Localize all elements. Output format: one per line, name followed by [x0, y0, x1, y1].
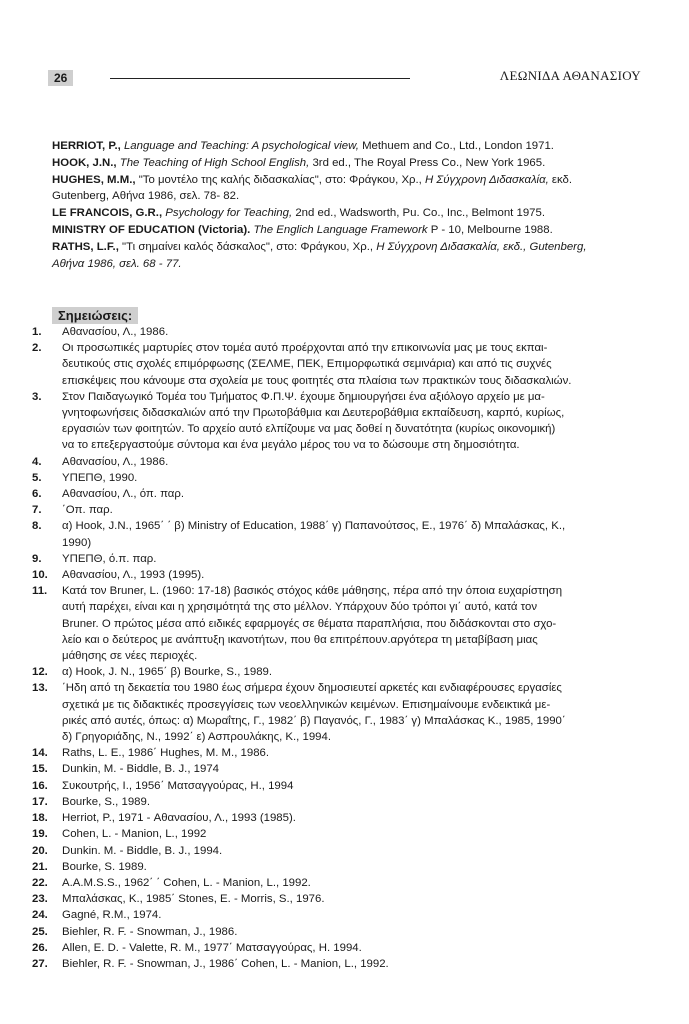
note-line: Biehler, R. F. - Snowman, J., 1986΄ Cohen, L. - Manion, L., 1992.: [62, 957, 389, 970]
note-number: 9.: [32, 552, 42, 565]
note-line: Bruner. Ο πρώτος μέσα από ειδικές εφαρμογές σε θέματα παραπλήσια, που διδάσκονται στο σχο-: [62, 617, 557, 630]
note-item: [32, 389, 646, 454]
note-number: 27.: [32, 957, 48, 970]
note-line: Κατά τον Bruner, L. (1960: 17-18) βασικός στόχος κάθε μάθησης, πέρα από την όποια ευχαρίστηση: [62, 585, 563, 598]
note-line: A.A.M.S.S., 1962΄ ΄ Cohen, L. - Manion, L., 1992.: [62, 876, 311, 889]
note-item: [32, 891, 646, 907]
note-line: δ) Γρηγοριάδης, Ν., 1992΄ ε) Ασπρουλάκης, Κ., 1994.: [62, 731, 332, 744]
note-line: Gagné, R.M., 1974.: [62, 909, 162, 922]
note-item: [32, 843, 646, 859]
note-line: Συκουτρής, Ι., 1956΄ Ματσαγγούρας, Η., 1994: [62, 779, 294, 792]
note-item: [32, 778, 646, 794]
note-text: [62, 583, 646, 664]
note-line: Αθανασίου, Λ., όπ. παρ.: [62, 488, 185, 501]
note-number: 20.: [32, 844, 48, 857]
reference-entry: HERRIOT, P., Language and Teaching: A psychological view, Methuem and Co., Ltd., London 1971.: [52, 140, 554, 152]
note-text: [62, 859, 646, 875]
note-text: [62, 940, 646, 956]
note-line: α) Hook, J.N., 1965΄ ΄ β) Ministry of Education, 1988΄ γ) Παπανούτσος, Ε., 1976΄ δ) Μπαλάσκας, Κ.,: [62, 520, 566, 533]
note-line: ΄Οπ. παρ.: [62, 504, 113, 517]
note-item: [32, 859, 646, 875]
note-line: Οι προσωπικές μαρτυρίες στον τομέα αυτό προέρχονται από την επικοινωνία μας με τους εκπαι-: [62, 342, 548, 355]
note-number: 16.: [32, 779, 48, 792]
note-text: [62, 956, 646, 972]
note-text: [62, 924, 646, 940]
note-line: Dunkin. M. - Biddle, B. J., 1994.: [62, 844, 223, 857]
note-item: [32, 745, 646, 761]
note-line: ΥΠΕΠΘ, ό.π. παρ.: [62, 552, 157, 565]
note-item: [32, 875, 646, 891]
note-line: γνητοφωνήσεις διδασκαλιών από την Πρωτοβάθμια και Δευτεροβάθμια εκπαίδευση, καρπό, κυρίως,: [62, 407, 565, 420]
note-text: [62, 486, 646, 502]
note-text: [62, 810, 646, 826]
note-item: [32, 324, 646, 340]
note-text: [62, 389, 646, 454]
note-line: εργασιών των φοιτητών. Το αρχείο αυτό ελπίζουμε να μας δοθεί η δυνατότητα (κυρίως οικονομική): [62, 423, 556, 436]
note-text: [62, 340, 646, 389]
note-text: [62, 875, 646, 891]
note-number: 6.: [32, 488, 42, 501]
note-line: α) Hook, J. N., 1965΄ β) Bourke, S., 1989.: [62, 666, 273, 679]
note-line: να το επεξεργαστούμε σύντομα και ένα μεγάλο μέρος του να το δώσουμε στη δημοσιότητα.: [62, 439, 520, 452]
note-text: [62, 502, 646, 518]
note-line: Dunkin, M. - Biddle, B. J., 1974: [62, 763, 220, 776]
note-item: [32, 583, 646, 664]
reference-entry: HOOK, J.N., The Teaching of High School English, 3rd ed., The Royal Press Co., New York 1965.: [52, 156, 546, 169]
note-line: Cohen, L. - Manion, L., 1992: [62, 828, 207, 841]
note-number: 10.: [32, 569, 48, 582]
note-line: μάθησης σε νέες περιοχές.: [62, 650, 198, 663]
reference-entry: HUGHES, M.M., "Το μοντέλο της καλής διδασκαλίας", στο: Φράγκου, Χρ., Η Σύγχρονη Διδασκαλία, εκδ. Gutenberg, Αθήνα 1986, σελ. 78- 82.: [52, 173, 573, 203]
note-line: Biehler, R. F. - Snowman, J., 1986.: [62, 925, 238, 938]
note-line: ΄Ηδη από τη δεκαετία του 1980 έως σήμερα έχουν δημοσιευτεί αρκετές και ενδιαφέρουσες εργασίες: [62, 682, 562, 695]
note-item: [32, 664, 646, 680]
note-number: 25.: [32, 925, 48, 938]
note-number: 7.: [32, 504, 42, 517]
note-text: [62, 745, 646, 761]
note-number: 21.: [32, 860, 48, 873]
note-number: 22.: [32, 876, 48, 889]
note-number: 5.: [32, 471, 42, 484]
note-item: [32, 551, 646, 567]
note-text: [62, 664, 646, 680]
note-line: Αθανασίου, Λ., 1986.: [62, 455, 169, 468]
note-text: [62, 470, 646, 486]
note-number: 23.: [32, 893, 48, 906]
note-item: [32, 940, 646, 956]
note-item: [32, 454, 646, 470]
note-number: 8.: [32, 520, 42, 533]
note-number: 19.: [32, 828, 48, 841]
note-line: Herriot, P., 1971 - Αθανασίου, Λ., 1993 (1985).: [62, 812, 296, 825]
notes-list: [32, 324, 646, 972]
note-line: Αθανασίου, Λ., 1986.: [62, 326, 169, 338]
note-item: [32, 826, 646, 842]
note-line: ΥΠΕΠΘ, 1990.: [62, 471, 138, 484]
note-number: 13.: [32, 682, 48, 695]
note-item: [32, 924, 646, 940]
note-item: [32, 680, 646, 745]
page-header: [0, 60, 689, 90]
note-line: Στον Παιδαγωγικό Τομέα του Τμήματος Φ.Π.Ψ. έχουμε δημιουργήσει ένα αξιόλογο αρχείο με μα-: [62, 390, 545, 403]
note-line: Αθανασίου, Λ., 1993 (1995).: [62, 569, 205, 582]
note-line: 1990): [62, 536, 92, 549]
header-rule: [110, 78, 410, 79]
page-number: 26: [48, 70, 73, 86]
note-item: [32, 502, 646, 518]
note-text: [62, 794, 646, 810]
bibliography: [52, 138, 642, 272]
note-item: [32, 956, 646, 972]
note-number: 14.: [32, 747, 48, 760]
note-line: αυτή παρέχει, είναι και η χρησιμότητά της στο μέλλον. Υπάρχουν δύο τρόποι γι΄ αυτό, κατά τον: [62, 601, 538, 614]
note-number: 2.: [32, 342, 42, 355]
note-item: [32, 340, 646, 389]
note-number: 18.: [32, 812, 48, 825]
running-head: ΛΕΩΝΙΔΑ ΑΘΑΝΑΣΙΟΥ: [499, 68, 641, 83]
note-line: Bourke, S., 1989.: [62, 795, 151, 808]
note-number: 1.: [32, 326, 42, 338]
note-number: 12.: [32, 666, 48, 679]
note-item: [32, 567, 646, 583]
note-text: [62, 907, 646, 923]
note-item: [32, 470, 646, 486]
note-item: [32, 486, 646, 502]
note-text: [62, 778, 646, 794]
note-text: [62, 551, 646, 567]
note-line: σχετικά με τις διδακτικές προσεγγίσεις των νεοελληνικών κειμένων. Επισημαίνουμε ενδεικτικά με-: [62, 698, 551, 711]
note-line: ρικές από αυτές, όπως: α) Μωραΐτης, Γ., 1982΄ β) Παγανός, Γ., 1983΄ γ) Μπαλάσκας Κ., 1985, 1990΄: [62, 714, 566, 727]
note-text: [62, 454, 646, 470]
note-line: δευτικούς στις σχολές επιμόρφωσης (ΣΕΛΜΕ, ΠΕΚ, Επιμορφωτικά σεμινάρια) και από τις συχνές: [62, 358, 552, 371]
note-number: 4.: [32, 455, 42, 468]
note-text: [62, 324, 646, 340]
note-item: [32, 907, 646, 923]
note-line: Bourke, S. 1989.: [62, 860, 147, 873]
note-line: Allen, E. D. - Valette, R. M., 1977΄ Ματσαγγούρας, Η. 1994.: [62, 941, 362, 954]
note-number: 11.: [32, 585, 48, 598]
note-number: 26.: [32, 941, 48, 954]
note-number: 17.: [32, 795, 48, 808]
note-text: [62, 680, 646, 745]
note-line: Μπαλάσκας, Κ., 1985΄ Stones, E. - Morris, S., 1976.: [62, 893, 325, 906]
note-line: επισκέψεις που κάνουμε στα σχολεία με τους φοιτητές στα πλαίσια των πρακτικών τους διδασκαλιών.: [62, 374, 572, 387]
reference-entry: MINISTRY OF EDUCATION (Victoria). The Englich Language Framework P - 10, Melbourne 1988.: [52, 223, 553, 236]
note-item: [32, 518, 646, 550]
note-line: λείο και ο δεύτερος με ανάπτυξη ικανοτήτων, που θα επιτρέπουν.αργότερα τη μεταβίβαση μιας: [62, 633, 538, 646]
note-text: [62, 826, 646, 842]
note-text: [62, 891, 646, 907]
note-number: 3.: [32, 390, 42, 403]
reference-entry: RATHS, L.F., "Τι σημαίνει καλός δάσκαλος", στο: Φράγκου, Χρ., Η Σύγχρονη Διδασκαλία, εκδ., Gutenberg, Αθήνα 1986, σελ. 68 - 77.: [52, 240, 587, 270]
note-text: [62, 567, 646, 583]
note-item: [32, 794, 646, 810]
note-text: [62, 843, 646, 859]
note-line: Raths, L. E., 1986΄ Hughes, M. M., 1986.: [62, 747, 270, 760]
note-item: [32, 810, 646, 826]
note-number: 24.: [32, 909, 48, 922]
note-item: [32, 761, 646, 777]
notes-title: Σημειώσεις:: [52, 307, 138, 324]
note-text: [62, 761, 646, 777]
reference-entry: LE FRANCOIS, G.R., Psychology for Teaching, 2nd ed., Wadsworth, Pu. Co., Inc., Belmont 1975.: [52, 207, 545, 220]
note-number: 15.: [32, 763, 48, 776]
note-text: [62, 518, 646, 550]
